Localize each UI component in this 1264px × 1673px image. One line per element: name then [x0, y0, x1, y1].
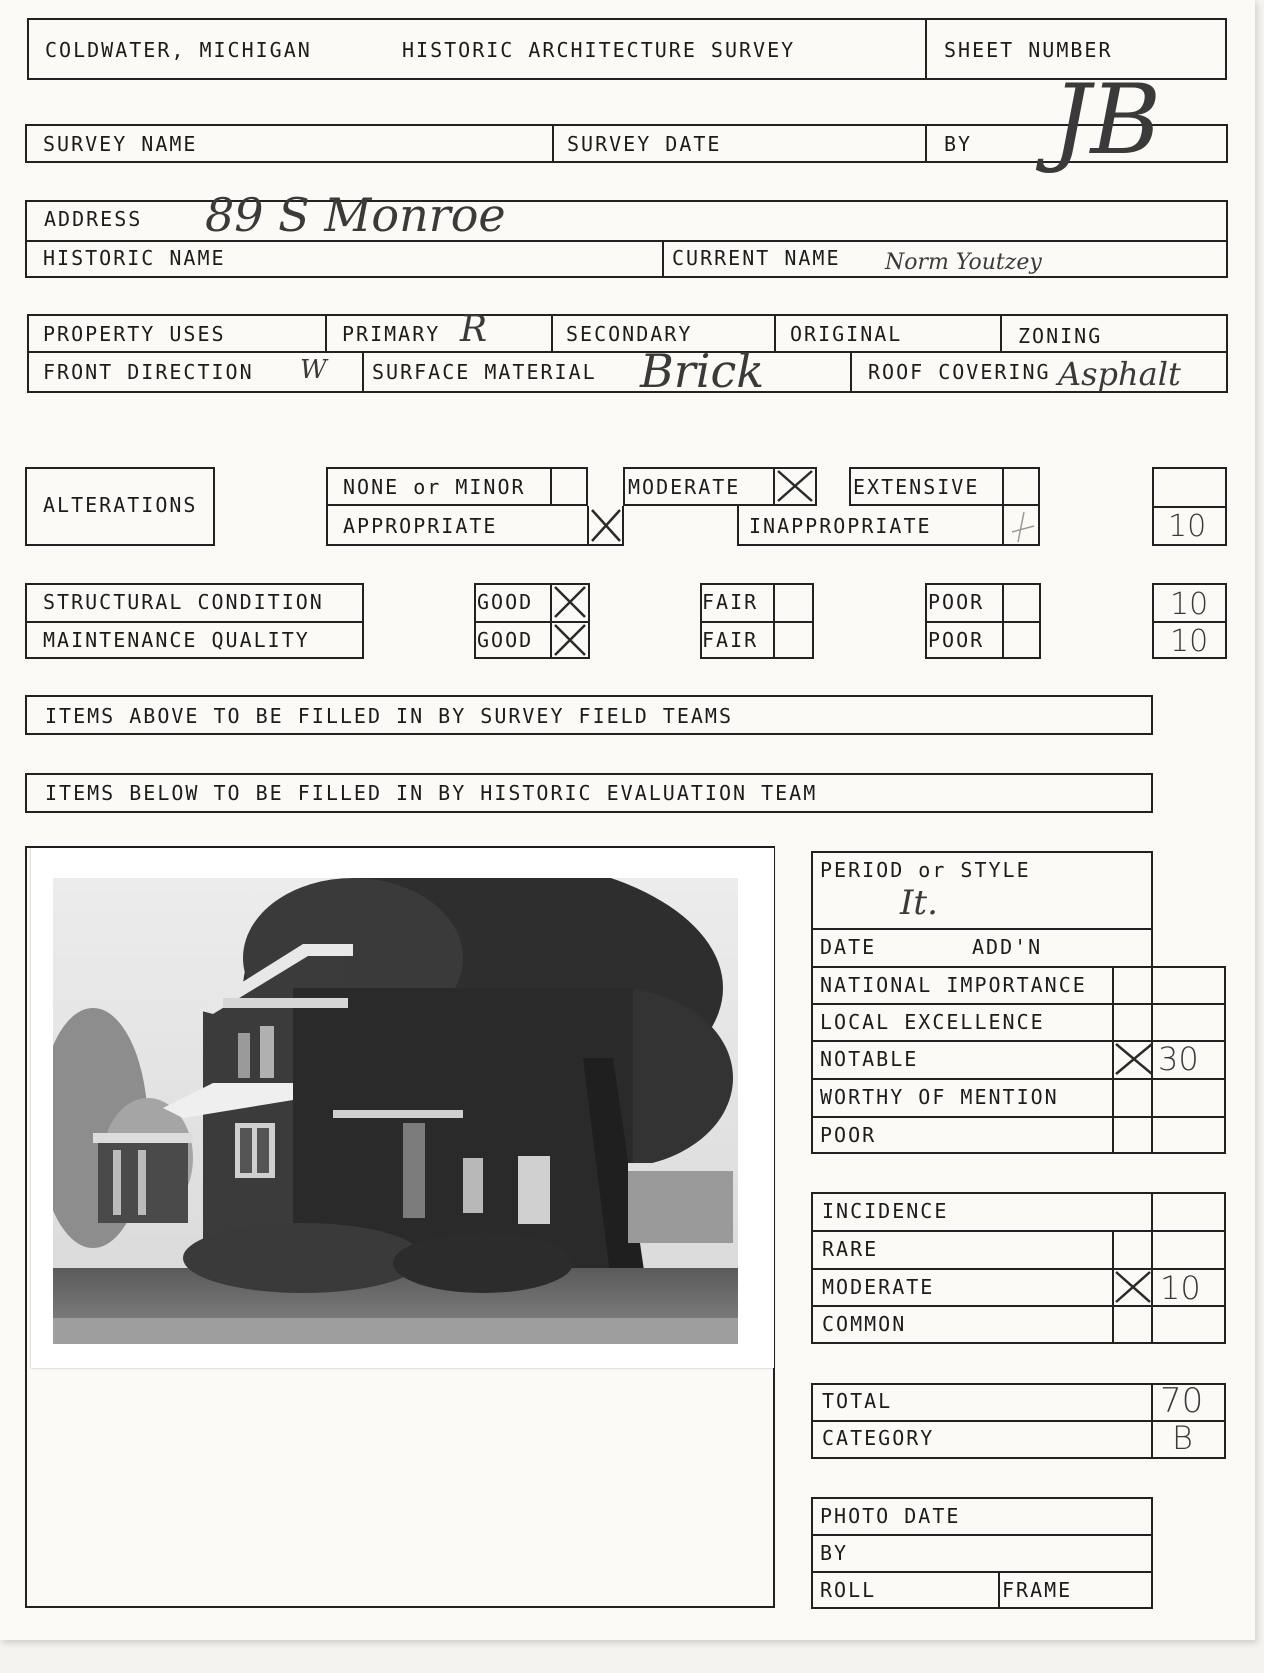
roof-covering-label: ROOF COVERING	[868, 360, 1051, 384]
historic-name-label: HISTORIC NAME	[43, 246, 226, 270]
good-maintenance-x-mark	[552, 622, 588, 658]
pu-div-1	[325, 314, 327, 353]
good-structural-x-mark	[552, 584, 588, 620]
pu-div-3	[774, 314, 776, 353]
pu-div-4	[1000, 314, 1002, 353]
current-name-value: Norm Youtzey	[885, 250, 1042, 275]
category-value: B	[1172, 1419, 1193, 1457]
alt-score-div	[1152, 506, 1227, 508]
photo-by-label: BY	[820, 1541, 849, 1565]
pu-div-2	[551, 314, 553, 353]
rare-label: RARE	[822, 1237, 879, 1261]
structural-condition-label: STRUCTURAL CONDITION	[43, 590, 324, 614]
address-label: ADDRESS	[44, 207, 143, 231]
header-title: HISTORIC ARCHITECTURE SURVEY	[402, 38, 796, 62]
pi-row-2	[811, 1571, 1153, 1573]
house-photograph	[53, 878, 738, 1344]
appropriate-x-mark	[589, 507, 623, 544]
notable-score: 30	[1158, 1040, 1199, 1078]
property-uses-label: PROPERTY USES	[43, 322, 226, 346]
poor-check-div	[1002, 583, 1004, 659]
total-value: 70	[1160, 1381, 1204, 1421]
good-label-structural: GOOD	[477, 590, 534, 614]
worthy-label: WORTHY OF MENTION	[820, 1085, 1059, 1109]
survey-by-label: BY	[944, 132, 973, 156]
notable-label: NOTABLE	[820, 1047, 919, 1071]
front-direction-label: FRONT DIRECTION	[43, 360, 254, 384]
fd-div-2	[850, 353, 852, 393]
surface-material-label: SURFACE MATERIAL	[372, 360, 597, 384]
pi-row-1	[811, 1534, 1153, 1536]
local-excellence-label: LOCAL EXCELLENCE	[820, 1010, 1045, 1034]
header-city: COLDWATER, MICHIGAN	[45, 38, 312, 62]
national-importance-label: NATIONAL IMPORTANCE	[820, 973, 1087, 997]
current-name-divider	[662, 240, 664, 278]
photo-date-label: PHOTO DATE	[820, 1504, 961, 1528]
address-value: 89 S Monroe	[205, 188, 506, 242]
alterations-label: ALTERATIONS	[43, 493, 198, 517]
fair-check-div	[773, 583, 775, 659]
sheet-number-divider	[925, 18, 927, 80]
survey-divider-1	[552, 124, 554, 163]
poor-label-structural: POOR	[928, 590, 985, 614]
incidence-moderate-x-mark	[1112, 1268, 1154, 1306]
fair-label-maintenance: FAIR	[702, 628, 759, 652]
total-label: TOTAL	[822, 1389, 893, 1413]
inappropriate-label: INAPPROPRIATE	[749, 514, 932, 538]
current-name-label: CURRENT NAME	[672, 246, 841, 270]
note-above: ITEMS ABOVE TO BE FILLED IN BY SURVEY FIELD TEAMS	[45, 704, 734, 728]
maintenance-quality-label: MAINTENANCE QUALITY	[43, 628, 310, 652]
poor-row-div	[925, 621, 1041, 623]
imp-row-4	[811, 1116, 1226, 1118]
survey-name-label: SURVEY NAME	[43, 132, 198, 156]
primary-value: R	[460, 309, 488, 350]
alterations-score: 10	[1168, 509, 1207, 544]
survey-by-signature: JB	[1052, 64, 1162, 176]
structural-score: 10	[1170, 587, 1209, 622]
category-label: CATEGORY	[822, 1426, 935, 1450]
fair-label-structural: FAIR	[702, 590, 759, 614]
moderate-label: MODERATE	[628, 475, 741, 499]
incidence-label: INCIDENCE	[822, 1199, 949, 1223]
none-minor-label: NONE or MINOR	[343, 475, 526, 499]
note-below: ITEMS BELOW TO BE FILLED IN BY HISTORIC EVALUATION TEAM	[45, 781, 818, 805]
secondary-label: SECONDARY	[566, 322, 693, 346]
condition-row-div	[25, 621, 364, 623]
period-style-label: PERIOD or STYLE	[820, 858, 1031, 882]
front-direction-value: W	[300, 355, 327, 385]
fair-row-div	[700, 621, 814, 623]
inappropriate-scribble	[1004, 508, 1040, 544]
addn-label: ADD'N	[972, 935, 1043, 959]
poor-rating-label: POOR	[820, 1123, 877, 1147]
roll-label: ROLL	[820, 1578, 877, 1602]
imp-row-3	[811, 1078, 1226, 1080]
original-label: ORIGINAL	[790, 322, 903, 346]
zoning-label: ZONING	[1018, 324, 1103, 348]
moderate-x-mark	[775, 468, 815, 504]
notable-x-mark	[1112, 1040, 1156, 1078]
sheet-number-label: SHEET NUMBER	[944, 38, 1113, 62]
appropriate-label: APPROPRIATE	[343, 514, 498, 538]
survey-date-label: SURVEY DATE	[567, 132, 722, 156]
extensive-label: EXTENSIVE	[853, 475, 980, 499]
maintenance-score: 10	[1170, 624, 1209, 659]
survey-divider-2	[925, 124, 927, 163]
common-label: COMMON	[822, 1312, 907, 1336]
incidence-moderate-score: 10	[1160, 1269, 1201, 1307]
fd-div-1	[362, 353, 364, 393]
imp-row-1	[811, 1003, 1226, 1005]
good-label-maintenance: GOOD	[477, 628, 534, 652]
pi-col	[998, 1571, 1000, 1609]
none-minor-check-div	[550, 467, 552, 506]
frame-label: FRAME	[1002, 1578, 1073, 1602]
period-style-value: It.	[900, 883, 938, 923]
inc-row-1	[811, 1230, 1226, 1232]
surface-material-value: Brick	[640, 344, 765, 398]
date-label: DATE	[820, 935, 877, 959]
roof-covering-value: Asphalt	[1058, 355, 1181, 393]
incidence-moderate-label: MODERATE	[822, 1275, 935, 1299]
primary-label: PRIMARY	[342, 322, 441, 346]
poor-label-maintenance: POOR	[928, 628, 985, 652]
